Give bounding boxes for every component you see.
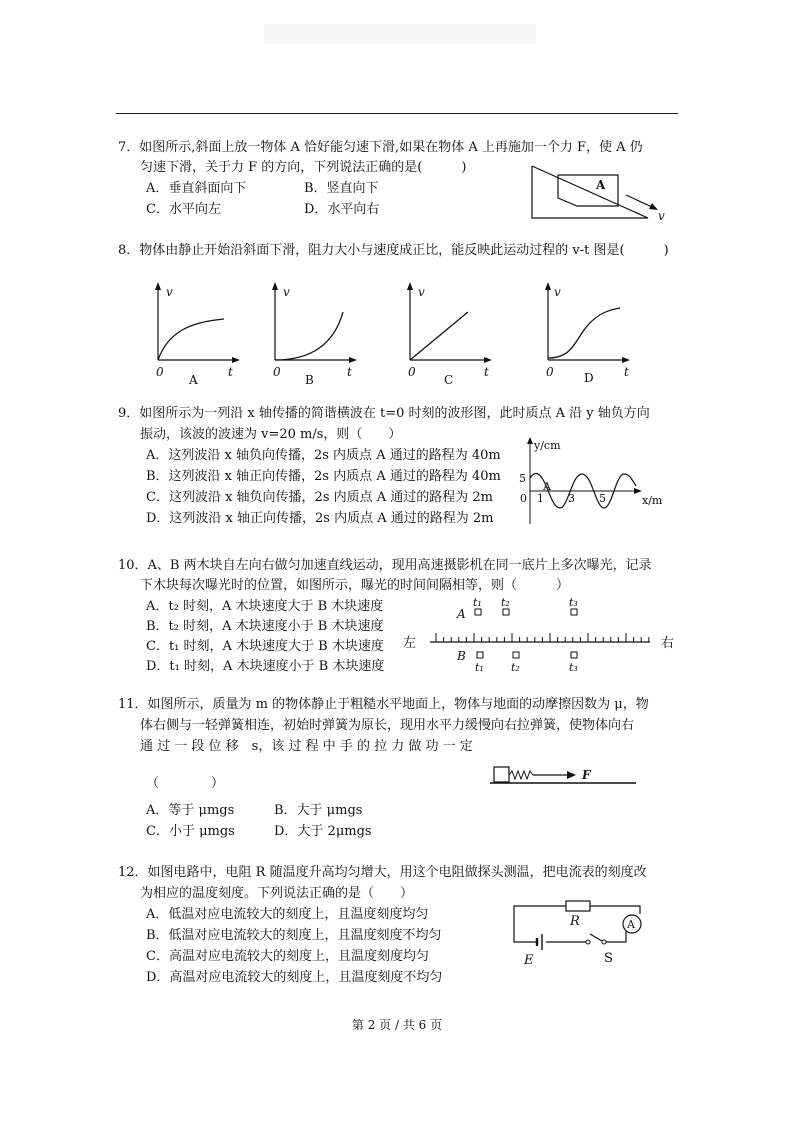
- q9-line-2: 振动，该波的波速为 v=20 m/s，则（ ）: [140, 427, 402, 442]
- page-footer: 第 2 页 / 共 6 页: [351, 1018, 443, 1032]
- q10-a-mark-t1: [475, 609, 481, 615]
- header-rule: [116, 113, 678, 114]
- q10-option-d: D．t₁ 时刻，A 木块速度小于 B 木块速度: [146, 659, 385, 674]
- q9-option-b: B．这列波沿 x 轴正向传播，2s 内质点 A 通过的路程为 40m: [146, 469, 501, 484]
- q8-c-v-label: v: [418, 285, 425, 299]
- q8-a-v-label: v: [166, 285, 173, 299]
- q8-c-letter: C: [444, 373, 454, 387]
- q8-graph-c: [402, 282, 497, 387]
- q8-b-origin: 0: [273, 365, 281, 379]
- q9-point-a: A: [543, 480, 551, 493]
- q12-ammeter-label: A: [627, 918, 635, 931]
- q11-line-2: 体右侧与一轻弹簧相连，初始时弹簧为原长，现用水平力缓慢向右拉弹簧，使物体向右: [140, 718, 635, 733]
- q11-answer-blank: （ ）: [146, 776, 225, 791]
- q10-option-a: A．t₂ 时刻，A 木块速度大于 B 木块速度: [146, 599, 384, 614]
- q7-block-label: A: [596, 178, 606, 192]
- q10-right-label: 右: [661, 636, 675, 651]
- q11-option-b: B．大于 μmgs: [274, 803, 363, 818]
- q12-option-d: D．高温对应电流较大的刻度上，且温度刻度不均匀: [146, 970, 443, 985]
- q12-option-a: A．低温对应电流较大的刻度上，且温度刻度均匀: [146, 907, 429, 922]
- q10-line-1: 10．A、B 两木块自左向右做匀加速直线运动，现用高速摄影机在同一底片上多次曝光，记录: [118, 558, 652, 573]
- q12-resistor: [566, 901, 590, 911]
- q7-line-2: 匀速下滑，关于力 F 的方向，下列说法正确的是( ): [140, 160, 467, 175]
- q12-line-2: 为相应的温度刻度。下列说法正确的是（ ）: [140, 886, 414, 901]
- q7-option-c: C．水平向左: [146, 202, 221, 217]
- q10-row-a-label: A: [457, 607, 466, 621]
- q7-option-a: A．垂直斜面向下: [146, 181, 247, 196]
- q8-a-t-label: t: [228, 365, 233, 379]
- q8-d-origin: 0: [546, 365, 554, 379]
- q8-a-letter: A: [189, 373, 198, 387]
- q9-line-1: 9．如图所示为一列沿 x 轴传播的简谐横波在 t=0 时刻的波形图，此时质点 A 沿 y 轴负方向: [118, 406, 650, 421]
- q8-c-t-label: t: [484, 365, 489, 379]
- q10-b-t1: t₁: [475, 661, 484, 674]
- q11-spring: [509, 771, 533, 779]
- q12-option-b: B．低温对应电流较大的刻度上，且温度刻度不均匀: [146, 928, 442, 943]
- q11-force-label: F: [582, 768, 591, 782]
- q9-x-tick-5: 5: [599, 492, 606, 505]
- q11-block: [494, 767, 509, 782]
- q12-emf-label: E: [524, 953, 534, 968]
- q11-option-a: A．等于 μmgs: [146, 803, 235, 818]
- q8-d-v-label: v: [554, 285, 561, 299]
- q9-wave-figure: [512, 436, 672, 528]
- q10-exposure-figure: [400, 596, 680, 676]
- q8-graph-d: [540, 282, 635, 387]
- q8-graph-b: [267, 282, 357, 387]
- q8-b-letter: B: [305, 373, 314, 387]
- q12-line-1: 12．如图电路中，电阻 R 随温度升高均匀增大，用这个电阻做探头测温，把电流表的刻度改: [118, 865, 647, 880]
- q10-option-c: C．t₁ 时刻，A 木块速度大于 B 木块速度: [146, 639, 384, 654]
- q11-option-c: C．小于 μmgs: [146, 824, 235, 839]
- q10-b-t3: t₃: [569, 661, 578, 674]
- q10-b-mark-t2: [513, 652, 519, 658]
- q9-option-d: D．这列波沿 x 轴正向传播，2s 内质点 A 通过的路程为 2m: [146, 511, 494, 526]
- q10-b-mark-t1: [477, 652, 483, 658]
- q7-incline-figure: [530, 162, 670, 222]
- q9-option-c: C．这列波沿 x 轴负向传播，2s 内质点 A 通过的路程为 2m: [146, 490, 494, 505]
- q7-velocity-label: v: [658, 209, 665, 223]
- q11-spring-figure: [488, 762, 638, 788]
- q10-b-t2: t₂: [511, 661, 520, 674]
- q8-c-origin: 0: [408, 365, 416, 379]
- q12-resistor-label: R: [570, 914, 580, 929]
- q10-a-mark-t2: [503, 609, 509, 615]
- q10-row-b-label: B: [457, 649, 466, 663]
- q8-d-letter: D: [584, 371, 594, 385]
- q9-y-axis-label: y/cm: [534, 439, 561, 452]
- q7-option-b: B．竖直向下: [304, 181, 379, 196]
- q8-a-origin: 0: [156, 365, 164, 379]
- q8-graph-a: [150, 282, 240, 387]
- q9-x-tick-1: 1: [537, 492, 544, 505]
- q11-line-1: 11．如图所示，质量为 m 的物体静止于粗糙水平地面上，物体与地面的动摩擦因数为 μ，物: [118, 697, 649, 712]
- q10-a-t2: t₂: [501, 596, 510, 609]
- q9-origin: 0: [520, 492, 527, 505]
- q9-x-tick-3: 3: [568, 492, 575, 505]
- q11-option-d: D．大于 2μmgs: [274, 824, 372, 839]
- q10-a-t3: t₃: [569, 596, 578, 609]
- q10-a-t1: t₁: [473, 596, 482, 609]
- q10-b-mark-t3: [571, 652, 577, 658]
- q10-line-2: 下木块每次曝光时的位置，如图所示，曝光的时间间隔相等，则（ ）: [140, 578, 570, 593]
- q11-line-3: 通 过 一 段 位 移 s，该 过 程 中 手 的 拉 力 做 功 一 定: [140, 739, 473, 754]
- q10-a-mark-t3: [571, 609, 577, 615]
- q9-y-tick-5: 5: [519, 472, 526, 485]
- q9-x-axis-label: x/m: [642, 494, 663, 507]
- q7-line-1: 7．如图所示,斜面上放一物体 A 恰好能匀速下滑,如果在物体 A 上再施加一个力 F，使 A 仍: [118, 140, 643, 155]
- q8-b-v-label: v: [283, 285, 290, 299]
- q12-circuit-figure: [510, 896, 660, 968]
- q8-b-t-label: t: [347, 365, 352, 379]
- q12-switch: [590, 934, 602, 941]
- q10-option-b: B．t₂ 时刻，A 木块速度小于 B 木块速度: [146, 619, 384, 634]
- q7-option-d: D．水平向右: [304, 202, 380, 217]
- q12-option-c: C．高温对应电流较大的刻度上，且温度刻度均匀: [146, 949, 429, 964]
- q8-line-1: 8．物体由静止开始沿斜面下滑，阻力大小与速度成正比，能反映此运动过程的 v-t 图是( ): [118, 243, 669, 258]
- q10-left-label: 左: [403, 636, 417, 651]
- q10-ruler-ticks: [436, 633, 649, 642]
- header-placeholder: [264, 24, 536, 44]
- q8-d-t-label: t: [624, 365, 629, 379]
- q9-option-a: A．这列波沿 x 轴负向传播，2s 内质点 A 通过的路程为 40m: [146, 448, 501, 463]
- q12-switch-label: S: [604, 951, 613, 966]
